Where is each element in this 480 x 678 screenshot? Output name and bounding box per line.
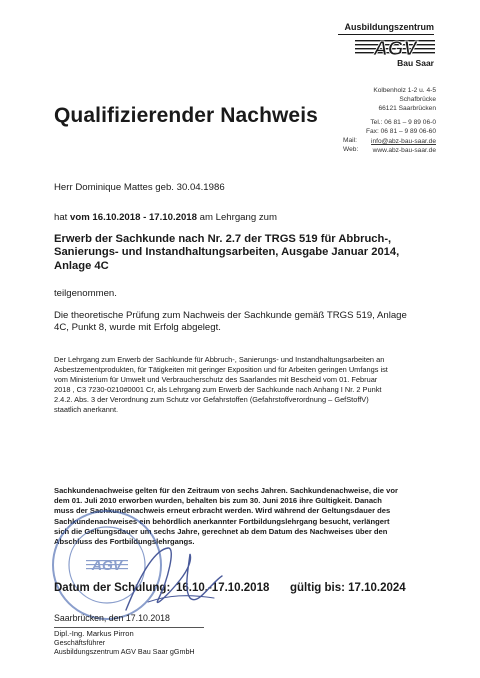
person-line: Herr Dominique Mattes geb. 30.04.1986 (54, 182, 225, 193)
course-title (54, 233, 399, 273)
logo-subtitle: Bau Saar (397, 58, 434, 68)
logo-text: AGV (373, 38, 417, 58)
recognition-text (54, 355, 388, 415)
validity-line: sich die Geltungsdauer um sechs Jahre, gerechnet ab dem Datum des Nachweises über den (54, 526, 388, 536)
schooling-date-value: 16.10.-17.10.2018 (176, 582, 270, 594)
recognition-line: staatlich anerkannt. (54, 405, 119, 414)
recognition-line: 2.4.2. Abs. 3 der Verordnung zum Schutz vor Gefahrstoffen (Gefahrstoffverordnung – GefStoffV) (54, 395, 369, 404)
recognition-line: 2018 , C3 7230-0210#0001 Cr, als Lehrgang zum Erwerb der Sachkunde nach Anhang I Nr. 2 Punkt (54, 385, 382, 394)
course-date-range: vom 16.10.2018 - 17.10.2018 (70, 212, 197, 223)
participated-text: teilgenommen. (54, 288, 117, 299)
place-and-date: Saarbrücken, den 17.10.2018 (54, 613, 170, 623)
document-title: Qualifizierender Nachweis (54, 104, 318, 127)
validity-line: dem 01. Juli 2010 erworben wurden, behalten bis zum 30. Juni 2016 ihre Gültigkeit. Danach (54, 496, 382, 506)
course-title-line: Erwerb der Sachkunde nach Nr. 2.7 der TRGS 519 für Abbruch-, (54, 233, 392, 245)
recognition-line: Asbestzementprodukten, für Tätigkeiten mit geringer Exposition und für Arbeiten geringen Umfangs ist (54, 365, 388, 374)
stamp-logo-text: AGV (91, 557, 123, 573)
validity-line: Sachkundenachweises ein behördlich anerkannter Fortbildungslehrgang besucht, verlängert (54, 516, 390, 526)
web-link[interactable]: www.abz-bau-saar.de (372, 147, 436, 154)
mail-label: Mail: (343, 137, 357, 144)
valid-until-label: gültig bis: (290, 582, 345, 594)
schooling-date-label: Datum der Schulung: (54, 582, 171, 594)
course-title-line: Anlage 4C (54, 259, 109, 272)
logo-title: Ausbildungszentrum (344, 22, 434, 32)
phone: Tel.: 06 81 – 9 89 06-0 (370, 119, 436, 126)
validity-line: Abschluss des Fortbildungslehrgangs. (54, 537, 195, 547)
valid-until (290, 582, 406, 594)
validity-line: muss der Sachkundenachweis erneut erbracht werden. Wird während der Geltungsdauer des (54, 506, 391, 516)
course-date-suffix: am Lehrgang zum (196, 212, 277, 223)
web-label: Web: (343, 146, 359, 153)
address-city: 66121 Saarbrücken (378, 105, 436, 112)
recognition-line: Der Lehrgang zum Erwerb der Sachkunde für Abbruch-, Sanierungs- und Instandhaltungsarbeiten an (54, 355, 385, 364)
address-district: Schafbrücke (399, 96, 436, 103)
course-date-prefix: hat (54, 212, 68, 223)
signature-line (54, 627, 204, 628)
logo-divider (338, 34, 434, 35)
exam-line: Die theoretische Prüfung zum Nachweis der Sachkunde gemäß TRGS 519, Anlage (54, 310, 407, 321)
mail-link[interactable]: info@abz-bau-saar.de (371, 138, 436, 145)
address-street: Kolbenholz 1-2 u. 4-5 (373, 87, 436, 94)
valid-until-value: 17.10.2024 (348, 582, 406, 594)
signer-name: Dipl.-Ing. Markus Pirron (54, 629, 134, 638)
signer-role: Geschäftsführer (54, 638, 106, 647)
course-title-line: Sanierungs- und Instandhaltungsarbeiten, Ausgabe Januar 2014, (54, 246, 400, 259)
fax: Fax: 06 81 – 9 89 06-60 (365, 128, 436, 135)
exam-text (54, 310, 407, 334)
signer-organization: Ausbildungszentrum AGV Bau Saar gGmbH (54, 647, 195, 656)
course-date-line (54, 212, 277, 224)
agv-logo (355, 36, 435, 58)
exam-line: 4C, Punkt 8, wurde mit Erfolg abgelegt. (54, 322, 221, 333)
validity-line: Sachkundenachweise gelten für den Zeitraum von sechs Jahren. Sachkundenachweise, die vor (54, 486, 398, 495)
recognition-line: vom Ministerium für Umwelt und Verbraucherschutz des Saarlandes mit Bescheid vom 01. Februar (54, 375, 378, 384)
